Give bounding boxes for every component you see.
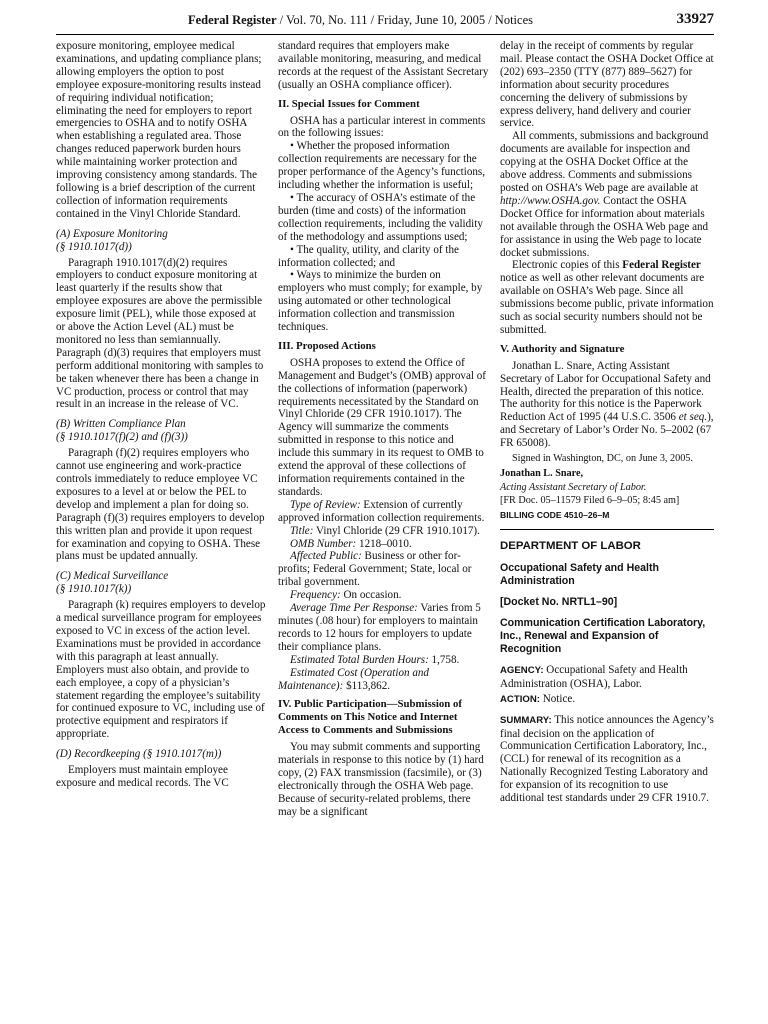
paragraph: Paragraph 1910.1017(d)(2) requires employers to conduct exposure monitoring at least quarterly if the results show that employee exposures are above the permissible exposure limit (PEL), while those exposed at or above the Action Level (AL) must be monitored no less than semiannually. Paragraph (d)(3) requires that employers must perform additional monitoring with samples to be taken whenever there has been a change in VC production, process or control that may result in an increase in the release of VC.: [56, 256, 264, 411]
action-field: ACTION: Notice.: [500, 692, 576, 705]
paragraph: OSHA proposes to extend the Office of Management and Budget’s (OMB) approval of the collections of information (paperwork) requirements necessitated by the Standard on Vinyl Chloride (29 CFR 1910.1017). The Agency will summarize the comments submitted in response to this notice and include this summary in its request to OMB to extend the approval of these collections of information requirements contained in the standards.: [278, 356, 486, 498]
field-type-of-review: Type of Review: Extension of currently approved information collection requirements.: [278, 498, 485, 524]
field-burden-hours: Estimated Total Burden Hours: 1,758.: [290, 653, 460, 666]
bullet-item: • Ways to minimize the burden on employers who must comply; for example, by using automated or other technological information collection and transmission techniques.: [278, 269, 483, 334]
signatory-name: Jonathan L. Snare,: [500, 468, 584, 480]
osha-url-link[interactable]: http://www.OSHA.gov.: [500, 194, 601, 207]
subheading-medical-surveillance: (C) Medical Surveillance (§ 1910.1017(k)): [56, 570, 169, 596]
summary-field: SUMMARY: This notice announces the Agency’s final decision on the application of Communication Certification Laboratory, Inc., (CCL) for renewal of its recognition as a Nationally Recognized Testing Laboratory and for expansion of its recognition to use additional test standards under 29 CFR 1910.7.: [500, 713, 714, 805]
field-average-time: Average Time Per Response: Varies from 5 minutes (.08 hour) for employers to maintain records to 12 hours for employers to update their compliance plans.: [278, 602, 481, 653]
bullet-item: • The accuracy of OSHA’s estimate of the burden (time and costs) of the information collection requirements, including the validity of the methodology and assumptions used;: [278, 191, 483, 243]
field-omb-number: OMB Number: 1218–0010.: [290, 537, 412, 550]
docket-number: [Docket No. NRTL1–90]: [500, 595, 618, 608]
paragraph: standard requires that employers make available monitoring, measuring, and medical records at the request of the Assistant Secretary (usually an OSHA compliance officer).: [278, 40, 489, 91]
page-number: 33927: [676, 11, 714, 27]
paragraph: All comments, submissions and background documents are available for inspection and copying at the OSHA Docket Office at the above address. Comments and submissions posted on OSHA’s Web page are available at http://www.OSHA.gov. Contact the OSHA Docket Office for information about materials not available through the OSHA Web page and for assistance in using the Web page to locate docket submissions.: [500, 130, 709, 259]
bullet-item: • The quality, utility, and clarity of the information collected; and: [278, 243, 459, 269]
section-heading: V. Authority and Signature: [500, 342, 625, 355]
page-header: [56, 10, 714, 35]
subheading-recordkeeping: (D) Recordkeeping (§ 1910.1017(m)): [56, 748, 222, 761]
paragraph: Electronic copies of this Federal Register notice as well as other relevant documents are available on OSHA’s Web page. Since all submissions become public, private information such as social security numbers should not be submitted.: [500, 259, 714, 336]
section-heading: III. Proposed Actions: [278, 339, 376, 352]
department-heading: DEPARTMENT OF LABOR: [500, 540, 641, 552]
issue-citation: / Vol. 70, No. 111 / Friday, June 10, 2005 / Notices: [276, 13, 533, 27]
paragraph: delay in the receipt of comments by regular mail. Please contact the OSHA Docket Office at (202) 693–2350 (TTY (877) 889–5627) for information about security procedures concerning the delivery of submissions by express delivery, hand delivery and courier service.: [500, 40, 714, 130]
signed-line: Signed in Washington, DC, on June 3, 2005.: [512, 453, 693, 465]
billing-code: BILLING CODE 4510–26–M: [500, 510, 610, 521]
field-frequency: Frequency: On occasion.: [290, 589, 402, 602]
fr-doc-line: [FR Doc. 05–11579 Filed 6–9–05; 8:45 am]: [500, 495, 680, 507]
signatory-title: Acting Assistant Secretary of Labor.: [500, 482, 647, 494]
paragraph: Paragraph (k) requires employers to develop a medical surveillance program for employees exposed to VC in excess of the action level. Examinations must be provided in accordance with this paragraph at least annually. Employers must also obtain, and provide to each employee, a copy of a physician’s statement regarding the employee’s suitability for continued exposure to VC, including use of protective equipment and respirators if appropriate.: [56, 599, 266, 741]
column-3: [500, 40, 714, 805]
paragraph: You may submit comments and supporting materials in response to this notice by (1) hard copy, (2) FAX transmission (facsimile), or (3) electronically through the OSHA Web page. Because of security-related problems, there may be a significant: [278, 741, 484, 818]
subheading-written-compliance-plan: (B) Written Compliance Plan (§ 1910.1017(f)(2) and (f)(3)): [56, 418, 188, 444]
field-title: Title: Vinyl Chloride (29 CFR 1910.1017).: [290, 524, 480, 537]
column-1: [56, 40, 266, 790]
agency-heading: Occupational Safety and Health Administration: [500, 561, 659, 587]
notice-subject: Communication Certification Laboratory, Inc., Renewal and Expansion of Recognition: [500, 616, 706, 655]
paragraph: OSHA has a particular interest in comments on the following issues:: [278, 114, 486, 140]
field-affected-public: Affected Public: Business or other for-profits; Federal Government; State, local or tribal government.: [278, 550, 472, 589]
paragraph: exposure monitoring, employee medical examinations, and updating compliance plans; allowing employers the option to post employee exposure-monitoring results instead of requiring individual notification; eliminating the need for employers to report emergencies to OSHA and to notify OSHA when establishing a regulated area. Those changes reduced paperwork burden hours while maintaining worker protection and improving consistency among standards. The following is a brief description of the current collection of information requirements contained in the Vinyl Chloride Standard.: [56, 40, 262, 220]
paragraph: Employers must maintain employee exposure and medical records. The VC: [56, 764, 229, 789]
section-heading: II. Special Issues for Comment: [278, 97, 420, 110]
subheading-exposure-monitoring: (A) Exposure Monitoring (§ 1910.1017(d)): [56, 227, 168, 253]
column-2: [278, 40, 489, 819]
agency-field: AGENCY: Occupational Safety and Health Administration (OSHA), Labor.: [500, 663, 688, 690]
paragraph: Jonathan L. Snare, Acting Assistant Secretary of Labor for Occupational Safety and Health, directed the preparation of this notice. The authority for this notice is the Paperwork Reduction Act of 1995 (44 U.S.C. 3506 et seq.), and Secretary of Labor’s Order No. 5–2002 (67 FR 65008).: [500, 359, 714, 450]
paragraph: Paragraph (f)(2) requires employers who cannot use engineering and work-practice controls immediately to reduce employee VC exposures to a level at or below the PEL to develop and implement a plan for doing so. Paragraph (f)(3) requires employers to develop this written plan and provide it upon request for examination and copying to OSHA. These plans must be updated annually.: [56, 447, 265, 563]
section-divider: [500, 529, 714, 530]
bullet-item: • Whether the proposed information collection requirements are necessary for the proper performance of the Agency’s functions, including whether the information is useful;: [278, 140, 486, 192]
running-head: [188, 13, 533, 28]
field-estimated-cost: Estimated Cost (Operation and Maintenance): $113,862.: [278, 666, 429, 692]
section-heading: IV. Public Participation—Submission of Comments on This Notice and Internet Access to Comments and Submissions: [278, 698, 462, 737]
publication-name: Federal Register: [188, 13, 277, 27]
